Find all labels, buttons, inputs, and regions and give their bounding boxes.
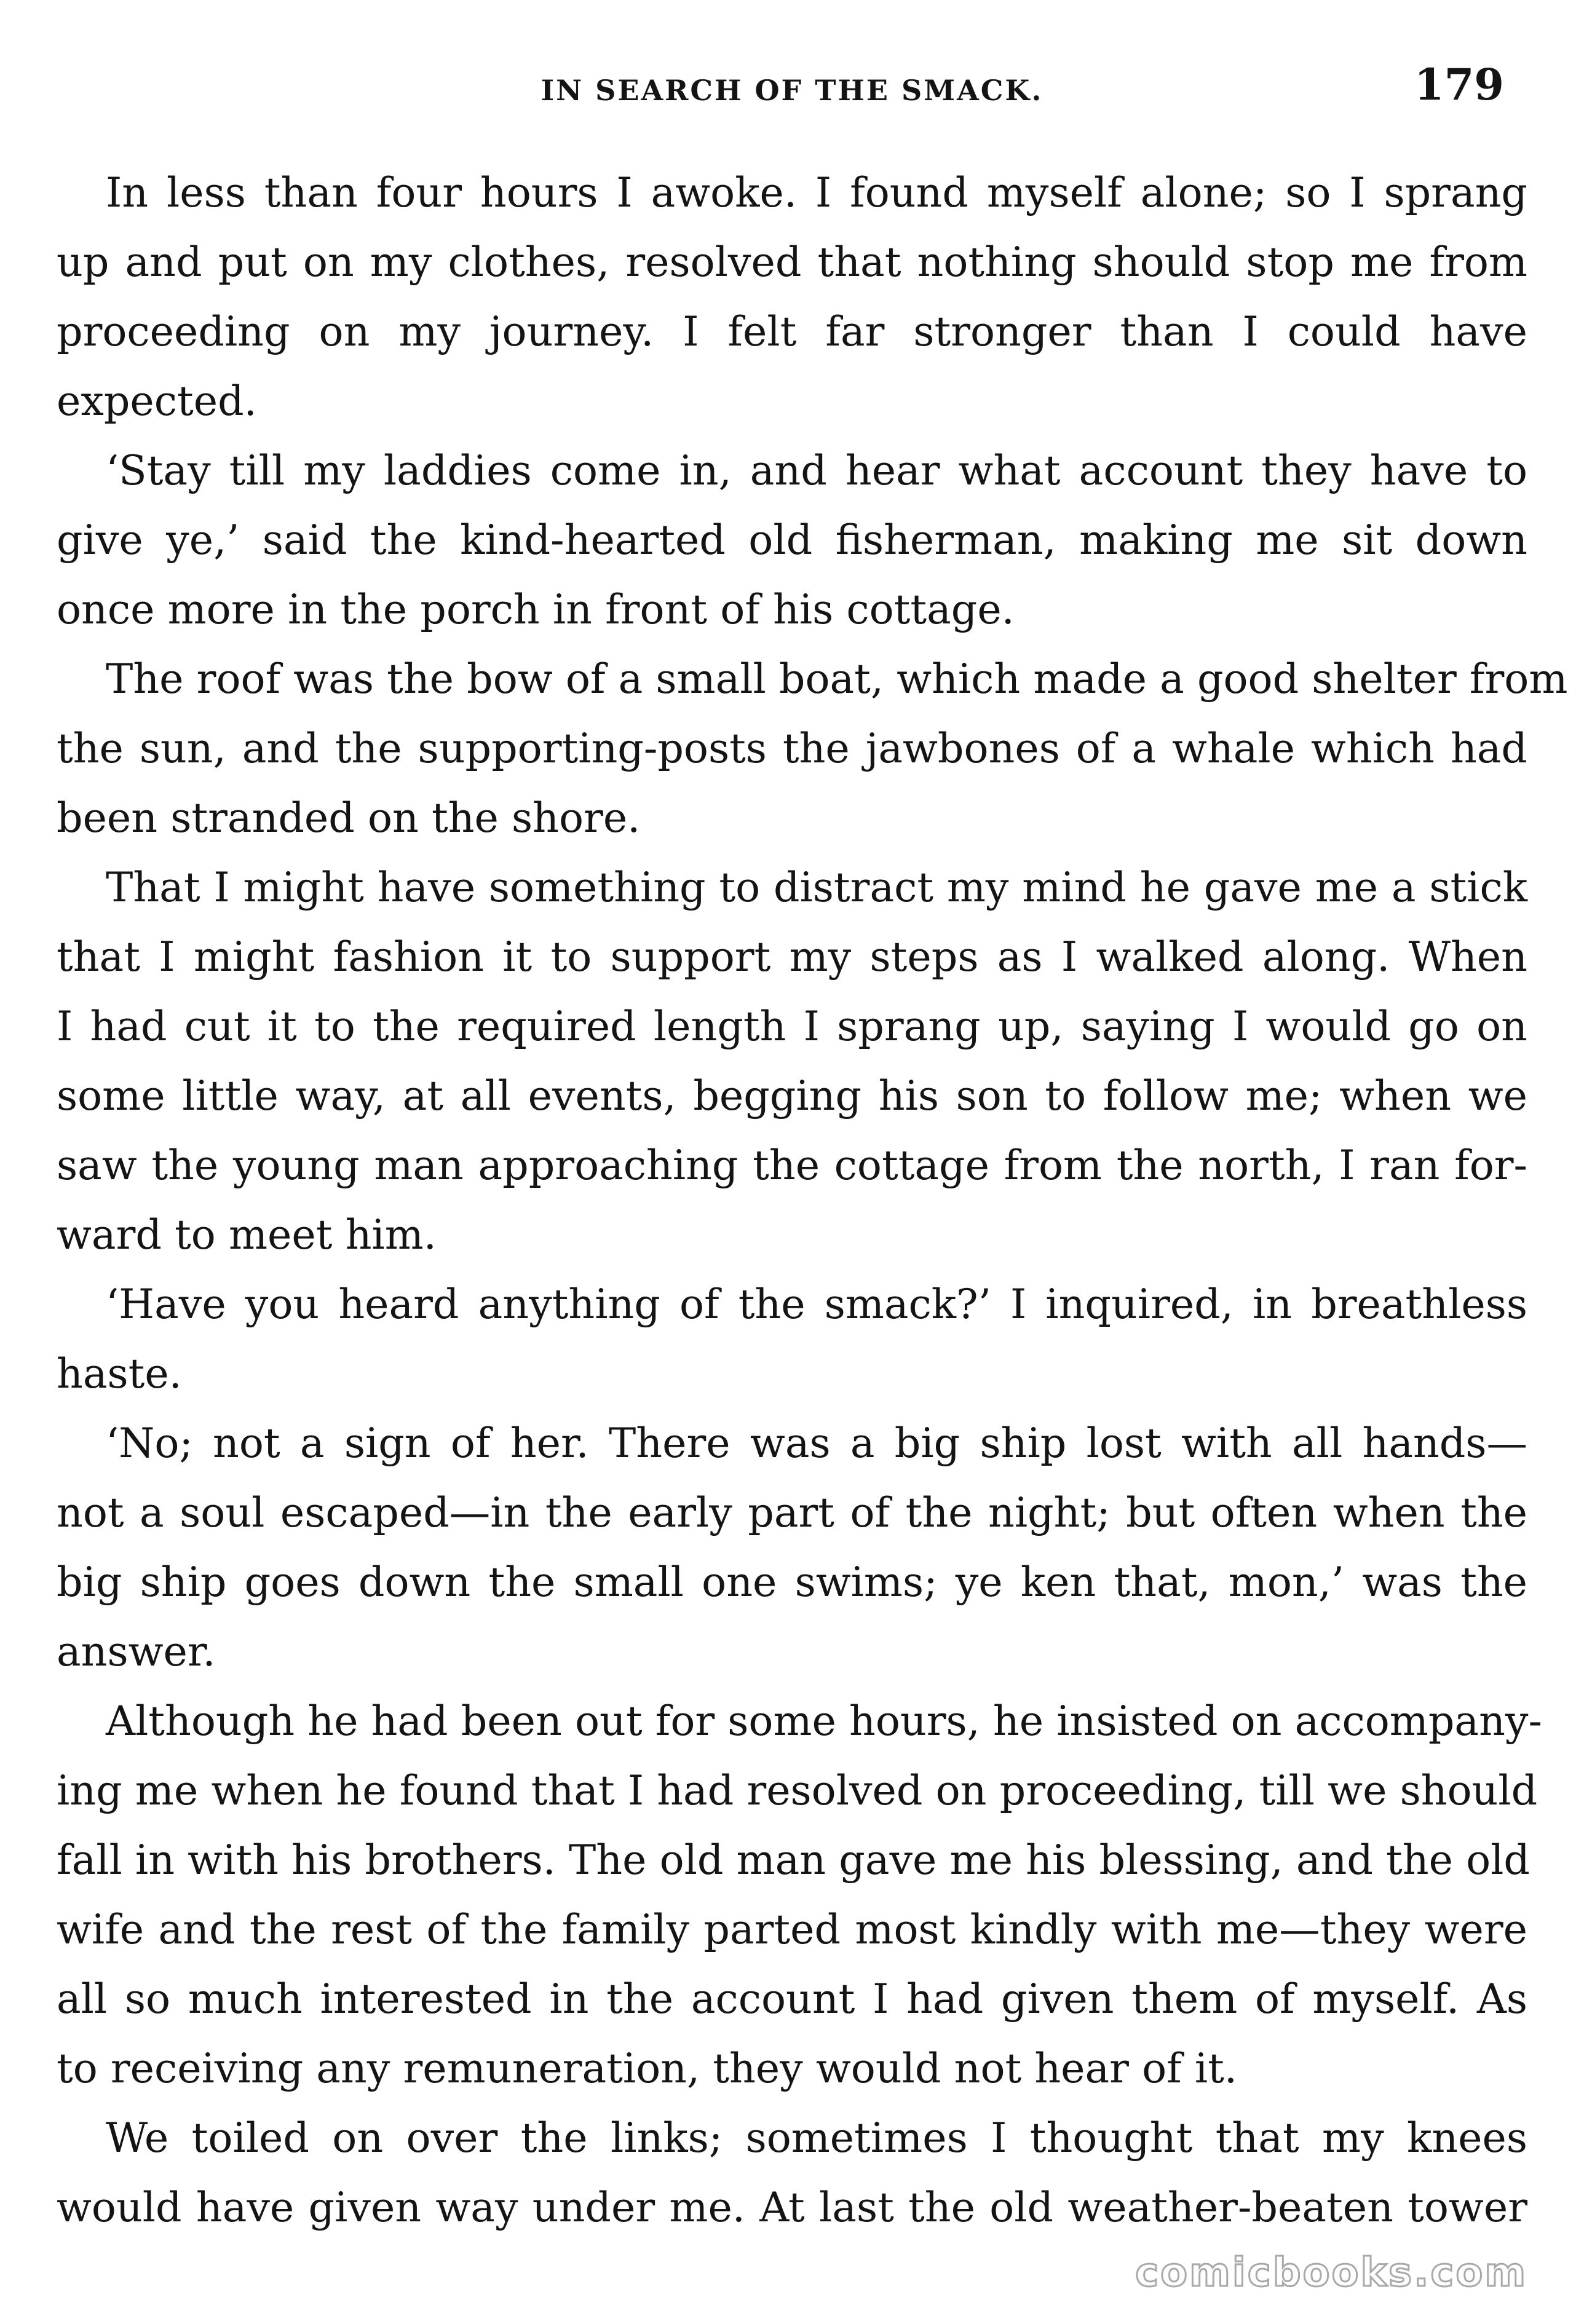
paragraph — [57, 2103, 1527, 2242]
running-head-title: IN SEARCH OF THE SMACK. — [541, 74, 1043, 107]
paragraph — [57, 644, 1568, 853]
text-line: big ship goes down the small one swims; ye ken that, mon,’ was the — [57, 1558, 1527, 1606]
text-line: saw the young man approaching the cottage from the north, I ran for- — [57, 1141, 1527, 1189]
text-line: In less than four hours I awoke. I found myself alone; so I sprang — [106, 168, 1527, 216]
text-line: ing me when he found that I had resolved on proceeding, till we should — [57, 1766, 1538, 1814]
text-line: expected. — [57, 377, 257, 425]
text-line: give ye,’ said the kind-hearted old fisherman, making me sit down — [57, 516, 1527, 564]
text-line: all so much interested in the account I had given them of myself. As — [57, 1975, 1527, 2023]
text-line: been stranded on the shore. — [57, 794, 641, 842]
watermark: comicbooks.com — [1135, 2250, 1527, 2296]
text-line: That I might have something to distract my mind he gave me a stick — [106, 863, 1527, 911]
text-line: answer. — [57, 1627, 216, 1675]
paragraph — [57, 853, 1527, 1270]
text-line: some little way, at all events, begging his son to follow me; when we — [57, 1072, 1527, 1120]
text-line: ‘No; not a sign of her. There was a big ship lost with all hands— — [106, 1419, 1527, 1467]
paragraph — [57, 158, 1527, 436]
text-line: ‘Stay till my laddies come in, and hear what account they have to — [106, 446, 1527, 494]
paragraph — [57, 1270, 1527, 1409]
text-line: the sun, and the supporting-posts the jawbones of a whale which had — [57, 724, 1527, 772]
text-line: wife and the rest of the family parted most kindly with me—they were — [57, 1905, 1527, 1953]
text-line: proceeding on my journey. I felt far stronger than I could have — [57, 307, 1527, 355]
text-line: We toiled on over the links; sometimes I thought that my knees — [106, 2114, 1527, 2162]
text-line: ward to meet him. — [57, 1211, 437, 1259]
text-line: that I might fashion it to support my steps as I walked along. When — [57, 933, 1527, 981]
paragraph — [57, 1686, 1542, 2103]
text-line: haste. — [57, 1350, 182, 1397]
text-line: I had cut it to the required length I sprang up, saying I would go on — [57, 1002, 1527, 1050]
page-number: 179 — [1414, 59, 1504, 110]
text-line: ‘Have you heard anything of the smack?’ I inquired, in breathless — [106, 1280, 1527, 1328]
text-line: fall in with his brothers. The old man gave me his blessing, and the old — [57, 1836, 1530, 1884]
body-text — [57, 158, 1568, 2242]
text-line: once more in the porch in front of his cottage. — [57, 585, 1015, 633]
text-line: would have given way under me. At last the old weather-beaten tower — [57, 2183, 1527, 2231]
running-head — [57, 57, 1527, 112]
paragraph — [57, 436, 1527, 644]
text-line: The roof was the bow of a small boat, which made a good shelter from — [106, 655, 1568, 703]
text-line: not a soul escaped—in the early part of the night; but often when the — [57, 1488, 1527, 1536]
paragraph — [57, 1409, 1527, 1686]
text-line: Although he had been out for some hours, he insisted on accompany- — [106, 1697, 1542, 1745]
text-line: to receiving any remuneration, they would not hear of it. — [57, 2044, 1238, 2092]
text-line: up and put on my clothes, resolved that nothing should stop me from — [57, 238, 1527, 286]
